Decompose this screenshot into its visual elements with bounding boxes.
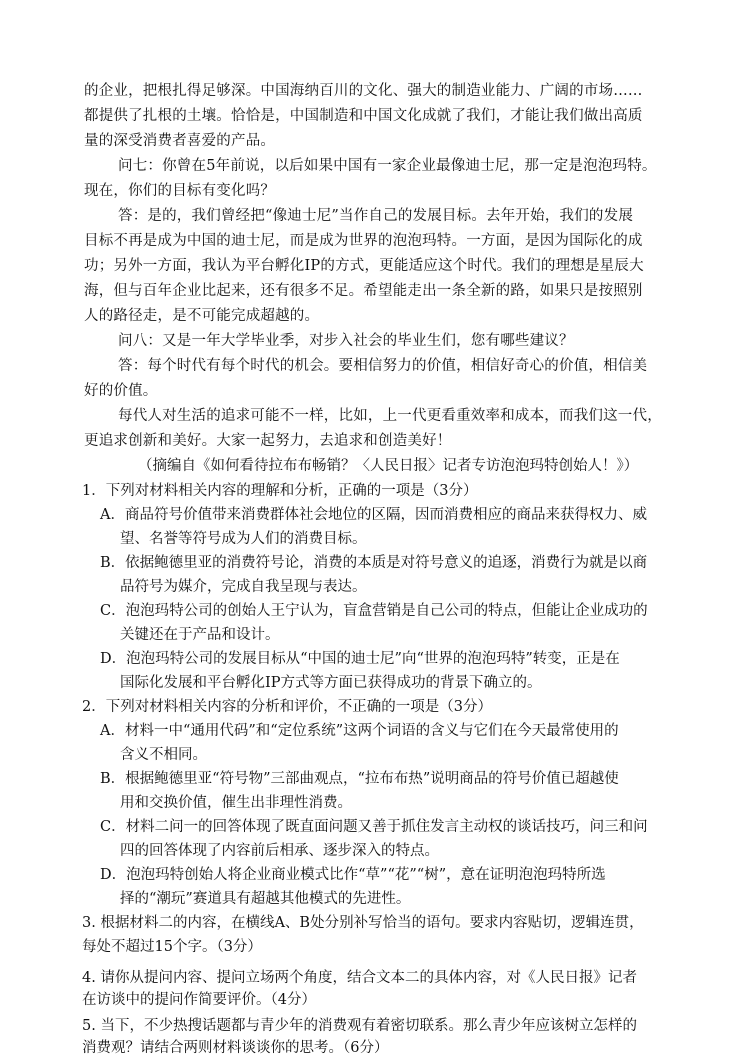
article-text-line: 的企业，把根扎得足够深。中国海纳百川的文化、强大的制造业能力、广阔的市场…… [84,83,643,99]
question-2-option-c-cont: 四的回答体现了内容前后相承、逐步深入的特点。 [120,843,439,859]
question-5-stem-cont: 消费观？请结合两则材料谈谈你的思考。（6分） [82,1040,389,1056]
question-3-stem-cont: 每处不超过15个字。（3分） [82,939,262,955]
question-4-stem-cont: 在访谈中的提问作简要评价。（4分） [82,992,316,1008]
interview-answer-7-cont: 目标不再是成为中国的迪士尼，而是成为世界的泡泡玛特。一方面，是因为国际化的成 [84,233,643,249]
interview-question-8: 问八：又是一年大学毕业季，对步入社会的毕业生们，您有哪些建议？ [118,333,574,349]
article-source-citation: （摘编自《如何看待拉布布畅销？〈人民日报〉记者专访泡泡玛特创始人！》） [138,458,639,474]
question-3-stem: 3. 根据材料二的内容，在横线A、B处分别补写恰当的语句。要求内容贴切，逻辑连贯， [82,915,644,931]
question-2-stem: 2．下列对材料相关内容的分析和评价，不正确的一项是（3分） [82,699,492,715]
interview-answer-7: 答：是的，我们曾经把“像迪士尼”当作自己的发展目标。去年开始，我们的发展 [118,208,634,224]
question-2-option-a: A．材料一中“通用代码”和“定位系统”这两个词语的含义与它们在今天最常使用的 [100,723,619,739]
question-2-option-d-cont: 择的“潮玩”赛道具有超越其他模式的先进性。 [120,891,411,907]
article-text-line: 量的深受消费者喜爱的产品。 [84,133,276,149]
interview-question-7: 问七：你曾在5年前说，以后如果中国有一家企业最像迪士尼，那一定是泡泡玛特。 [118,158,657,174]
question-2-option-d: D．泡泡玛特创始人将企业商业模式比作“草”“花”“树”，意在证明泡泡玛特所选 [100,867,606,883]
article-closing-paragraph: 每代人对生活的追求可能不一样，比如，上一代更看重效率和成本，而我们这一代， [118,408,662,424]
question-1-stem: 1．下列对材料相关内容的理解和分析，正确的一项是（3分） [82,483,478,499]
interview-answer-8: 答：每个时代有每个时代的机会。要相信努力的价值，相信好奇心的价值，相信美 [118,358,648,374]
question-5-stem: 5. 当下，不少热搜话题都与青少年的消费观有着密切联系。那么青少年应该树立怎样的 [82,1018,637,1034]
interview-answer-7-cont: 海，但与百年企业比起来，还有很多不足。希望能走出一条全新的路，如果只是按照别 [84,283,643,299]
question-2-option-a-cont: 含义不相同。 [120,747,207,763]
article-text-line: 都提供了扎根的土壤。恰恰是，中国制造和中国文化成就了我们，才能让我们做出高质 [84,108,643,124]
article-closing-paragraph-cont: 更追求创新和美好。大家一起努力，去追求和创造美好！ [84,433,452,449]
interview-answer-8-cont: 好的价值。 [84,383,158,399]
question-2-option-c: C．材料二问一的回答体现了既直面问题又善于抓住发言主动权的谈话技巧，问三和问 [100,819,648,835]
interview-question-7-cont: 现在，你们的目标有变化吗？ [84,183,276,199]
question-2-option-b: B．根据鲍德里亚“符号物”三部曲观点，“拉布布热”说明商品的符号价值已超越使 [100,771,619,787]
question-1-option-a: A．商品符号价值带来消费群体社会地位的区隔，因而消费相应的商品来获得权力、威 [100,507,647,523]
question-1-option-c: C．泡泡玛特公司的创始人王宁认为，盲盒营销是自己公司的特点，但能让企业成功的 [100,603,648,619]
question-1-option-d-cont: 国际化发展和平台孵化IP方式等方面已获得成功的背景下确立的。 [120,675,542,691]
question-1-option-b-cont: 品符号为媒介，完成自我呈现与表达。 [120,579,367,595]
interview-answer-7-cont: 人的路径走，是不可能完成超越的。 [84,308,320,324]
question-2-option-b-cont: 用和交换价值，催生出非理性消费。 [120,795,352,811]
question-1-option-b: B．依据鲍德里亚的消费符号论，消费的本质是对符号意义的追逐，消费行为就是以商 [100,555,648,571]
interview-answer-7-cont: 功；另外一方面，我认为平台孵化IP的方式，更能适应这个时代。我们的理想是星辰大 [84,258,644,274]
question-4-stem: 4. 请你从提问内容、提问立场两个角度，结合文本二的具体内容，对《人民日报》记者 [82,970,637,986]
question-1-option-d: D．泡泡玛特公司的发展目标从“中国的迪士尼”向“世界的泡泡玛特”转变，正是在 [100,651,620,667]
question-1-option-a-cont: 望、名誉等符号成为人们的消费目标。 [120,531,367,547]
question-1-option-c-cont: 关键还在于产品和设计。 [120,627,280,643]
